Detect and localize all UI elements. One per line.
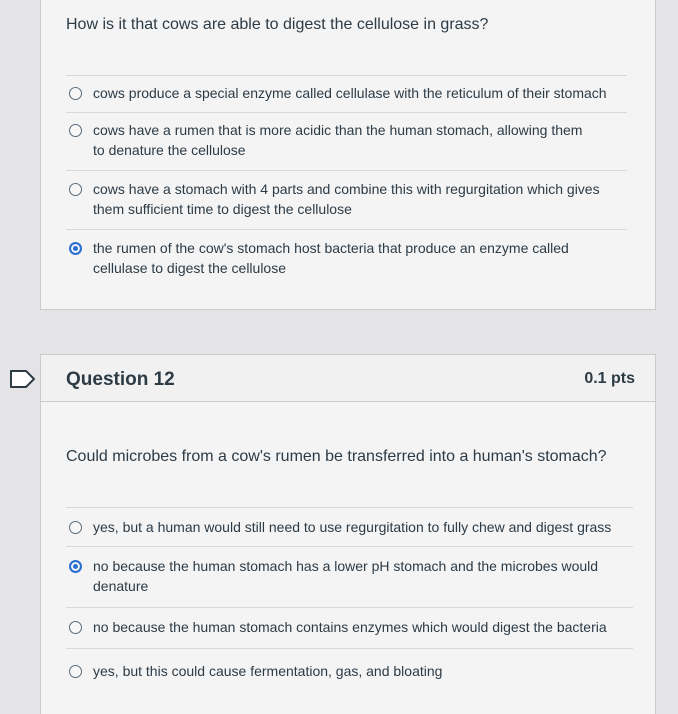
answer-label: the rumen of the cow's stomach host bacteria that produce an enzyme called cellulase to digest the cellulose: [93, 240, 569, 276]
divider: [66, 170, 627, 171]
answer-option-selected[interactable]: [69, 238, 579, 278]
answer-label: cows produce a special enzyme called cellulase with the reticulum of their stomach: [93, 85, 607, 101]
radio-button[interactable]: [69, 183, 82, 196]
answer-option[interactable]: [69, 517, 629, 537]
answer-option[interactable]: [69, 120, 589, 160]
answer-label: no because the human stomach has a lower pH stomach and the microbes would denature: [93, 558, 599, 594]
divider: [66, 648, 633, 649]
radio-button[interactable]: [69, 124, 82, 137]
answer-option-selected[interactable]: [69, 556, 604, 596]
question-header: [41, 355, 655, 402]
question-title: Question 12: [66, 369, 175, 390]
radio-button-selected[interactable]: [69, 242, 82, 255]
radio-button[interactable]: [69, 621, 82, 634]
divider: [66, 507, 633, 508]
radio-button[interactable]: [69, 665, 82, 678]
answer-label: no because the human stomach contains enzymes which would digest the bacteria: [93, 619, 607, 635]
answer-label: yes, but a human would still need to use regurgitation to fully chew and digest grass: [93, 519, 612, 535]
radio-button[interactable]: [69, 87, 82, 100]
divider: [66, 607, 633, 608]
radio-button[interactable]: [69, 521, 82, 534]
answer-label: yes, but this could cause fermentation, gas, and bloating: [93, 663, 443, 679]
question-12-text: Could microbes from a cow's rumen be transferred into a human's stomach?: [66, 448, 607, 465]
answer-label: cows have a rumen that is more acidic than the human stomach, allowing them to denature the cellulose: [93, 122, 583, 158]
divider: [66, 546, 633, 547]
answer-option[interactable]: [69, 661, 629, 681]
answer-option[interactable]: [69, 83, 629, 103]
question-12-card: [40, 354, 656, 714]
divider: [66, 112, 627, 113]
answer-label: cows have a stomach with 4 parts and combine this with regurgitation which gives them sufficient time to digest the cellulose: [93, 181, 600, 217]
radio-button-selected[interactable]: [69, 560, 82, 573]
flag-question-icon[interactable]: [9, 369, 37, 389]
question-points: 0.1 pts: [584, 370, 635, 387]
answer-option[interactable]: [69, 179, 604, 219]
divider: [66, 229, 627, 230]
question-11-card: [40, 0, 656, 310]
divider: [66, 75, 627, 76]
answer-option[interactable]: [69, 617, 629, 637]
question-11-text: How is it that cows are able to digest the cellulose in grass?: [66, 16, 489, 33]
